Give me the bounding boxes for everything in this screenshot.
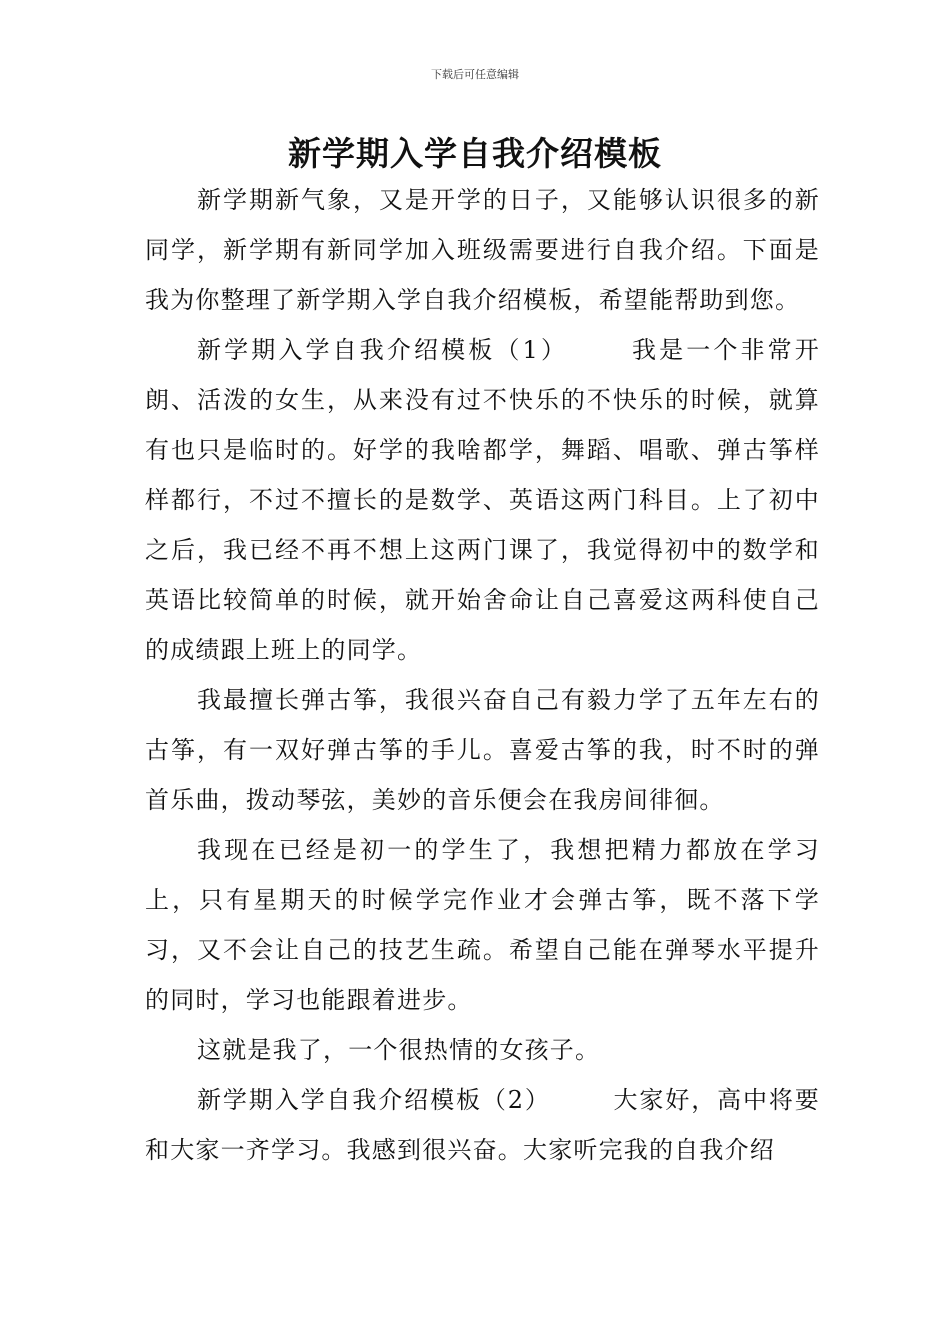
document-title: 新学期入学自我介绍模板: [288, 134, 662, 173]
section-heading-2: 新学期入学自我介绍模板（2）: [197, 1086, 551, 1114]
document-body: [145, 175, 820, 1175]
paragraph-template-2: [145, 1075, 820, 1175]
section-heading-1: 新学期入学自我介绍模板（1）: [197, 336, 569, 364]
paragraph-study: 我现在已经是初一的学生了，我想把精力都放在学习上，只有星期天的时候学完作业才会弹古筝，既不落下学习，又不会让自己的技艺生疏。希望自己能在弹琴水平提升的同时，学习也能跟着进步。: [145, 836, 820, 1014]
paragraph-template-1: [145, 325, 820, 675]
paragraph-intro: 新学期新气象，又是开学的日子，又能够认识很多的新同学，新学期有新同学加入班级需要进行自我介绍。下面是我为你整理了新学期入学自我介绍模板，希望能帮助到您。: [145, 186, 820, 314]
header-note: 下载后可任意编辑: [431, 68, 519, 81]
paragraph-guzheng: 我最擅长弹古筝，我很兴奋自己有毅力学了五年左右的古筝，有一双好弹古筝的手儿。喜爱古筝的我，时不时的弹首乐曲，拨动琴弦，美妙的音乐便会在我房间徘徊。: [145, 686, 820, 814]
paragraph-template-1-text: 我是一个非常开朗、活泼的女生，从来没有过不快乐的不快乐的时候，就算有也只是临时的。好学的我啥都学，舞蹈、唱歌、弹古筝样样都行，不过不擅长的是数学、英语这两门科目。上了初中之后，我已经不再不想上这两门课了，我觉得初中的数学和英语比较简单的时候，就开始舍命让自己喜爱这两科使自己的成绩跟上班上的同学。: [145, 336, 820, 664]
paragraph-closing: 这就是我了，一个很热情的女孩子。: [197, 1036, 601, 1064]
paragraph-template-2-text: 大家好，高中将要和大家一齐学习。我感到很兴奋。大家听完我的自我介绍: [145, 1086, 820, 1164]
